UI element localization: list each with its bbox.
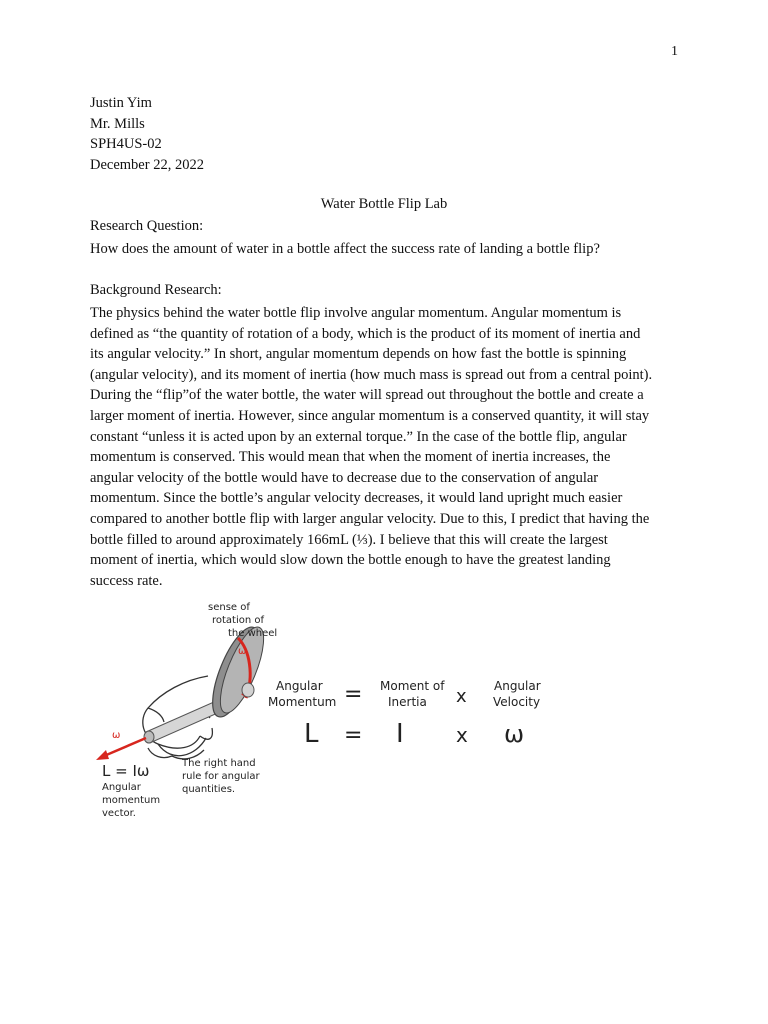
author-name: Justin Yim bbox=[90, 95, 152, 111]
angular-momentum-figure bbox=[88, 598, 558, 826]
paragraph-line: constant “unless it is acted upon by an external torque.” In the case of the bottle flip, angular bbox=[90, 428, 627, 445]
teacher-name: Mr. Mills bbox=[90, 115, 145, 132]
background-label: Background Research: bbox=[90, 282, 222, 298]
paragraph-line: compared to another bottle flip with larger angular velocity. Due to this, I predict that having the bbox=[90, 510, 650, 527]
paragraph-line: momentum is conserved. This would mean that when the moment of inertia increases, the bbox=[90, 449, 611, 466]
sense-label-line: rotation of bbox=[212, 615, 265, 626]
paragraph-line: success rate. bbox=[90, 572, 163, 589]
sense-label-line: the wheel bbox=[228, 628, 278, 639]
paragraph-line: bottle filled to around approximately 166mL (⅓). I believe that this will create the largest bbox=[90, 531, 608, 548]
paragraph-line: angular velocity of the bottle would have to decrease due to the conservation of angular bbox=[90, 469, 599, 486]
vector-label-line: vector. bbox=[102, 808, 136, 819]
page-number: 1 bbox=[671, 44, 678, 59]
eq-term1-line: Momentum bbox=[268, 695, 337, 709]
eq-symbol-I: I bbox=[396, 719, 404, 749]
vector-label-line: Angular bbox=[102, 782, 141, 793]
course-code: SPH4US-02 bbox=[90, 136, 162, 152]
paragraph-line: defined as “the quantity of rotation of a body, which is the product of its moment of inertia and bbox=[90, 325, 641, 342]
header-block bbox=[90, 93, 204, 175]
lhs-formula: L = Iω bbox=[102, 762, 150, 780]
paragraph-line: (angular velocity), and its moment of inertia (how much mass is spread out from a central point). bbox=[90, 366, 653, 383]
eq-term2-line: Inertia bbox=[388, 695, 427, 709]
paragraph-line: its angular velocity.” In short, angular momentum depends on how fast the bottle is spinning bbox=[90, 346, 627, 363]
document-title: Water Bottle Flip Lab bbox=[320, 196, 448, 212]
omega-label-arrow: ω bbox=[112, 730, 121, 741]
paragraph-line: momentum. Since the bottle’s angular velocity decreases, it would land upright much easier bbox=[90, 490, 623, 507]
date: December 22, 2022 bbox=[90, 156, 204, 173]
eq-term3-line: Velocity bbox=[493, 695, 541, 709]
right-hand-label-line: The right hand bbox=[182, 758, 256, 769]
research-question-label: Research Question: bbox=[90, 218, 204, 234]
right-hand-label-line: quantities. bbox=[182, 784, 236, 795]
eq-times: x bbox=[456, 686, 467, 707]
eq-symbol-times: x bbox=[456, 723, 468, 747]
paragraph-line: larger moment of inertia. However, since angular momentum is a conserved quantity, it will stay bbox=[90, 407, 650, 424]
paragraph-line: The physics behind the water bottle flip involve angular momentum. Angular momentum is bbox=[90, 305, 622, 321]
omega-label-wheel: ω bbox=[238, 646, 247, 657]
paragraph-line: During the “flip”of the water bottle, the water will spread out throughout the bottle and create a bbox=[90, 387, 644, 404]
eq-symbol-omega: ω bbox=[504, 720, 525, 748]
angular-momentum-arrow bbox=[96, 738, 146, 760]
background-paragraph bbox=[90, 303, 652, 591]
vector-label-line: momentum bbox=[102, 795, 161, 806]
eq-term1-line: Angular bbox=[276, 679, 323, 693]
eq-equals: = bbox=[344, 682, 363, 707]
sense-label-line: sense of bbox=[208, 602, 250, 613]
eq-symbol-L: L bbox=[304, 719, 319, 749]
research-question-text: How does the amount of water in a bottle affect the success rate of landing a bottle flip? bbox=[90, 241, 600, 257]
eq-symbol-equals: = bbox=[344, 723, 363, 748]
eq-term3-line: Angular bbox=[494, 679, 541, 693]
eq-term2-line: Moment of bbox=[380, 679, 445, 693]
paragraph-line: moment of inertia, which would slow down the bottle enough to have the greatest landing bbox=[90, 552, 611, 569]
right-hand-label-line: rule for angular bbox=[182, 771, 260, 782]
